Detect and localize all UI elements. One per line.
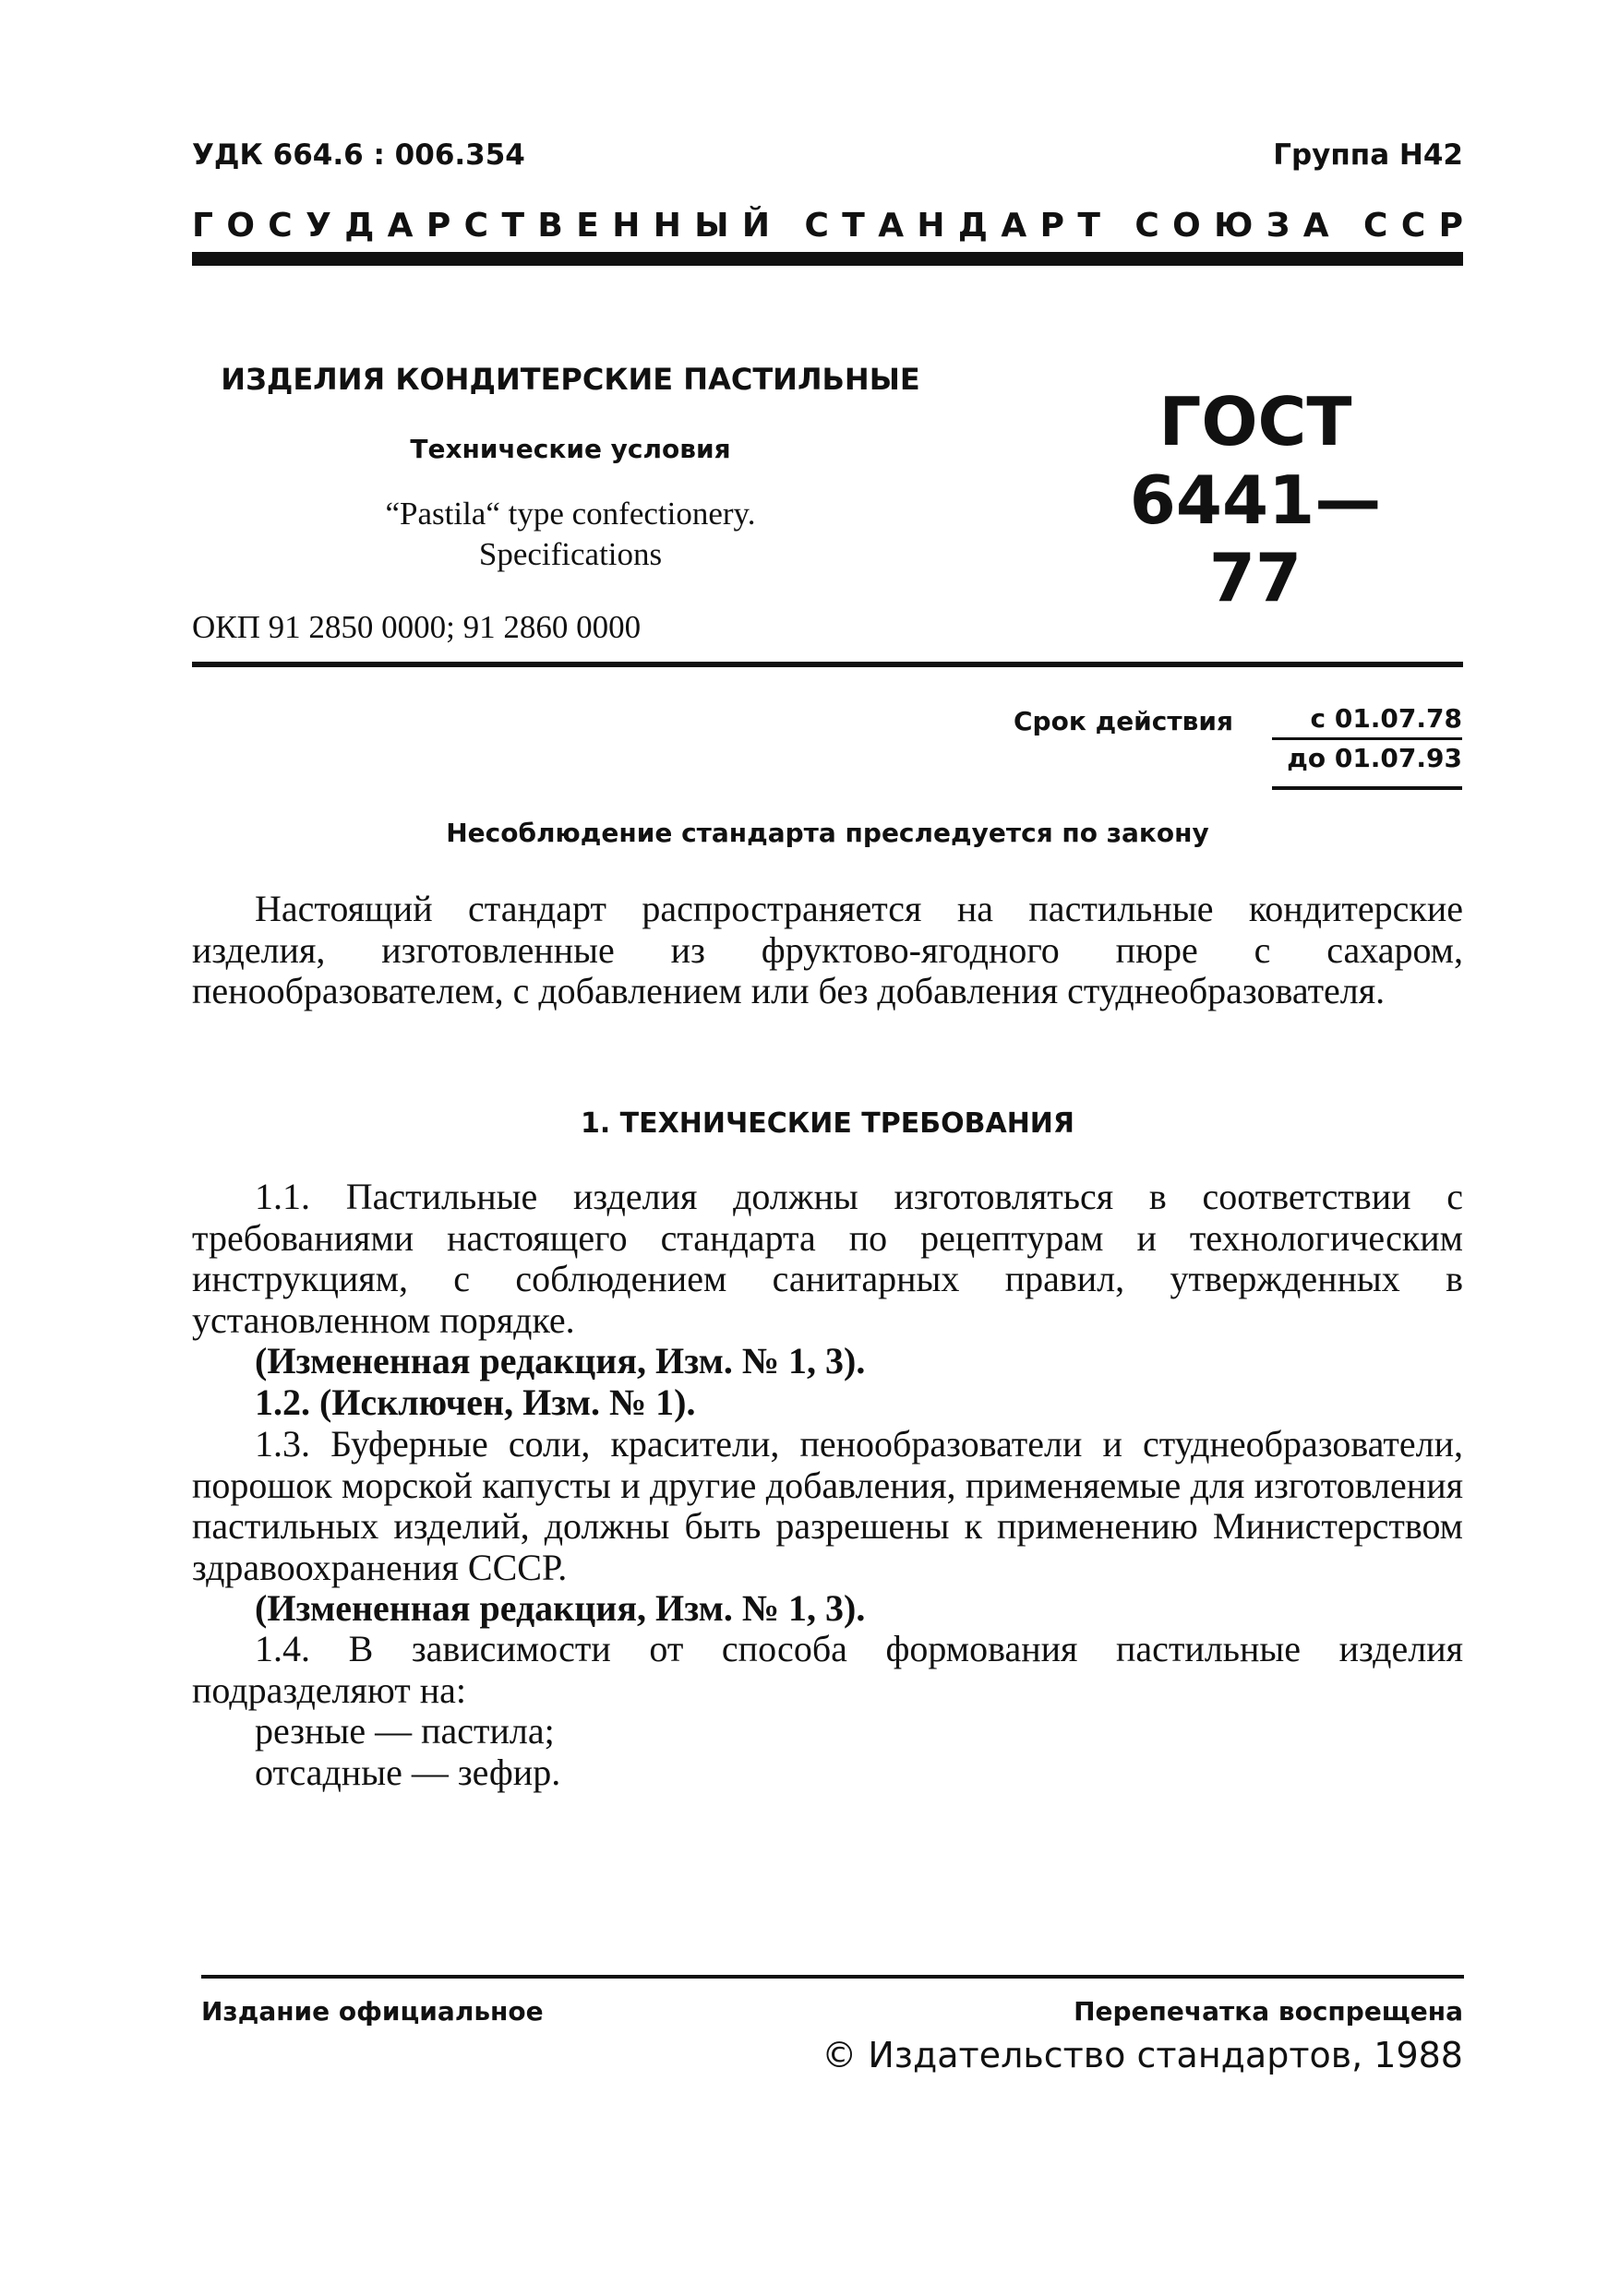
footer-rule: [201, 1975, 1464, 1979]
banner-word: С С Р: [1363, 207, 1463, 245]
valid-from-date: с 01.07.78: [1272, 703, 1462, 740]
clause-1-2: 1.2. (Исключен, Изм. № 1).: [255, 1381, 696, 1423]
gost-label: ГОСТ: [1158, 383, 1352, 460]
title-rule: [192, 662, 1463, 667]
banner-word: С О Ю З А: [1134, 207, 1329, 245]
group-code: Группа Н42: [1273, 138, 1463, 172]
clause-1-4-item: отсадные — зефир.: [255, 1751, 561, 1793]
clause-1-1: [192, 1177, 1463, 1382]
banner-word: Г О С У Д А Р С Т В Е Н Н Ы Й: [192, 207, 771, 245]
clause-1-1-amendment: (Измененная редакция, Изм. № 1, 3).: [255, 1340, 866, 1381]
clause-1-4-item: резные — пастила;: [255, 1710, 555, 1752]
valid-to-date: до 01.07.93: [1272, 743, 1462, 790]
clause-1-1-text: 1.1. Пастильные изделия должны изготовляться в соответствии с требованиями настоящего стандарта по рецептурам и технологическим инструкциям, с соблюдением санитарных правил, утвержденных в установленном порядке.: [192, 1176, 1463, 1341]
document-title: ИЗДЕЛИЯ КОНДИТЕРСКИЕ ПАСТИЛЬНЫЕ: [221, 362, 920, 397]
law-notice: Несоблюдение стандарта преследуется по закону: [446, 818, 1209, 848]
validity-label: Срок действия: [1014, 706, 1233, 736]
state-standard-banner: [192, 207, 1463, 245]
english-title-line-1: “Pastila“ type confectionery.: [385, 496, 756, 532]
english-title: [192, 494, 949, 575]
clause-1-4: [192, 1629, 1463, 1793]
banner-word: С Т А Н Д А Р Т: [804, 207, 1100, 245]
official-edition-note: Издание официальное: [201, 1996, 544, 2027]
copyright-notice: © Издательство стандартов, 1988: [822, 2035, 1463, 2075]
gost-number: 6441—77: [1129, 461, 1382, 616]
clause-1-3-text: 1.3. Буферные соли, красители, пенообразователи и студнеобразователи, порошок морской капусты и другие добавления, применяемые для изготовления пастильных изделий, должны быть разрешены к применению Министерством здравоохранения СССР.: [192, 1423, 1463, 1588]
clause-1-3: [192, 1424, 1463, 1630]
udk-code: УДК 664.6 : 006.354: [192, 138, 525, 172]
clause-1-4-text: 1.4. В зависимости от способа формования пастильные изделия подразделяют на:: [192, 1628, 1463, 1711]
intro-paragraph: Настоящий стандарт распространяется на пастильные кондитерские изделия, изготовленные из фруктово-ягодного пюре с сахаром, пенообразователем, с добавлением или без добавления студнеобразователя.: [192, 888, 1463, 1011]
document-subtitle: Технические условия: [410, 434, 731, 464]
header-rule: [192, 252, 1463, 266]
english-title-line-2: Specifications: [478, 536, 663, 572]
clause-1-3-amendment: (Измененная редакция, Изм. № 1, 3).: [255, 1587, 866, 1629]
section-heading: 1. ТЕХНИЧЕСКИЕ ТРЕБОВАНИЯ: [580, 1107, 1075, 1140]
reprint-prohibited-note: Перепечатка воспрещена: [1074, 1996, 1463, 2027]
okp-codes: ОКП 91 2850 0000; 91 2860 0000: [192, 609, 642, 645]
